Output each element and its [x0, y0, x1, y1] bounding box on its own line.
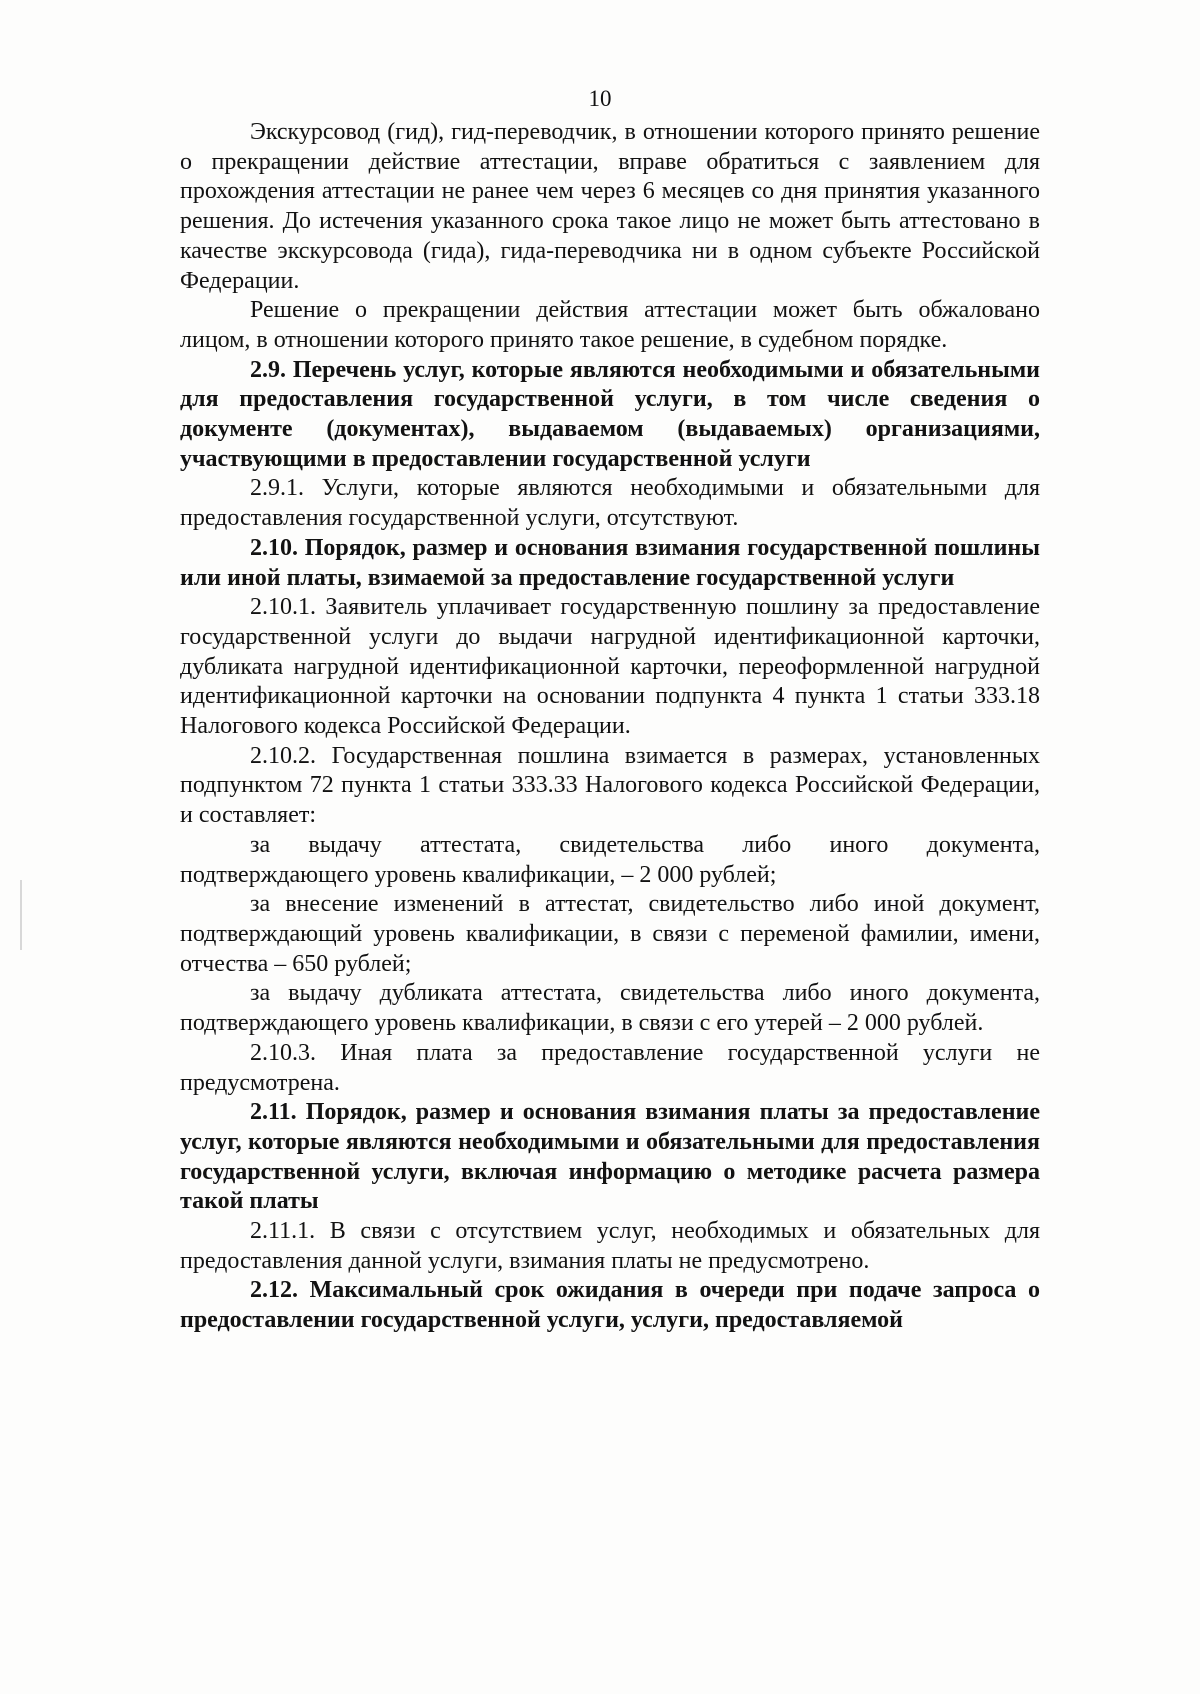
paragraph-appeal: Решение о прекращении действия аттестации может быть обжаловано лицом, в отношении которого принято такое решение, в судебном порядке. — [180, 297, 1040, 353]
scan-edge-mark — [20, 880, 22, 950]
paragraph-attestation-reapply: Экскурсовод (гид), гид-переводчик, в отношении которого принято решение о прекращении действие аттестации, вправе обратиться с заявлением для прохождения аттестации не ранее чем через 6 месяцев со дня принятия указанного решения. До истечения указанного срока такое лицо не может быть аттестовано в качестве экскурсовода (гида), гида-переводчика ни в одном субъекте Российской Федерации. — [180, 119, 1040, 294]
page-number: 10 — [588, 86, 612, 111]
section-heading-2-9: 2.9. Перечень услуг, которые являются необходимыми и обязательными для предоставления государственной услуги, в том числе сведения о документе (документах), выдаваемом (выдаваемых) организациями, участвующими в предоставлении государственной услуги — [180, 356, 1040, 472]
section-heading-2-11: 2.11. Порядок, размер и основания взимания платы за предоставление услуг, которые являются необходимыми и обязательными для предоставления государственной услуги, включая информацию о методике расчета размера такой платы — [180, 1099, 1040, 1215]
paragraph-2-9-1: 2.9.1. Услуги, которые являются необходимыми и обязательными для предоставления государственной услуги, отсутствуют. — [180, 475, 1040, 532]
paragraph-2-10-3: 2.10.3. Иная плата за предоставление государственной услуги не предусмотрена. — [180, 1039, 1040, 1096]
section-heading-2-12: 2.12. Максимальный срок ожидания в очереди при подаче запроса о предоставлении государственной услуги, услуги, предоставляемой — [180, 1277, 1040, 1334]
paragraph-2-10-2: 2.10.2. Государственная пошлина взимается в размерах, установленных подпунктом 72 пункта 1 статьи 333.33 Налогового кодекса Российской Федерации, и составляет: — [180, 742, 1040, 829]
fee-item-duplicate: за выдачу дубликата аттестата, свидетельства либо иного документа, подтверждающего уровень квалификации, в связи с его утерей – 2 000 рублей. — [180, 980, 1040, 1037]
paragraph-2-11-1: 2.11.1. В связи с отсутствием услуг, необходимых и обязательных для предоставления данной услуги, взимания платы не предусмотрено. — [180, 1218, 1040, 1274]
paragraph-2-10-1: 2.10.1. Заявитель уплачивает государственную пошлину за предоставление государственной услуги до выдачи нагрудной идентификационной карточки, дубликата нагрудной идентификационной карточки, переоформленной нагрудной идентификационной карточки на основании подпункта 4 пункта 1 статьи 333.18 Налогового кодекса Российской Федерации. — [180, 594, 1040, 740]
fee-item-changes: за внесение изменений в аттестат, свидетельство либо иной документ, подтверждающий уровень квалификации, в связи с переменой фамилии, имени, отчества – 650 рублей; — [180, 891, 1040, 977]
document-body — [180, 118, 1040, 1336]
section-heading-2-10: 2.10. Порядок, размер и основания взимания государственной пошлины или иной платы, взимаемой за предоставление государственной услуги — [180, 534, 1040, 591]
fee-item-certificate: за выдачу аттестата, свидетельства либо иного документа, подтверждающего уровень квалификации, – 2 000 рублей; — [180, 831, 1040, 888]
